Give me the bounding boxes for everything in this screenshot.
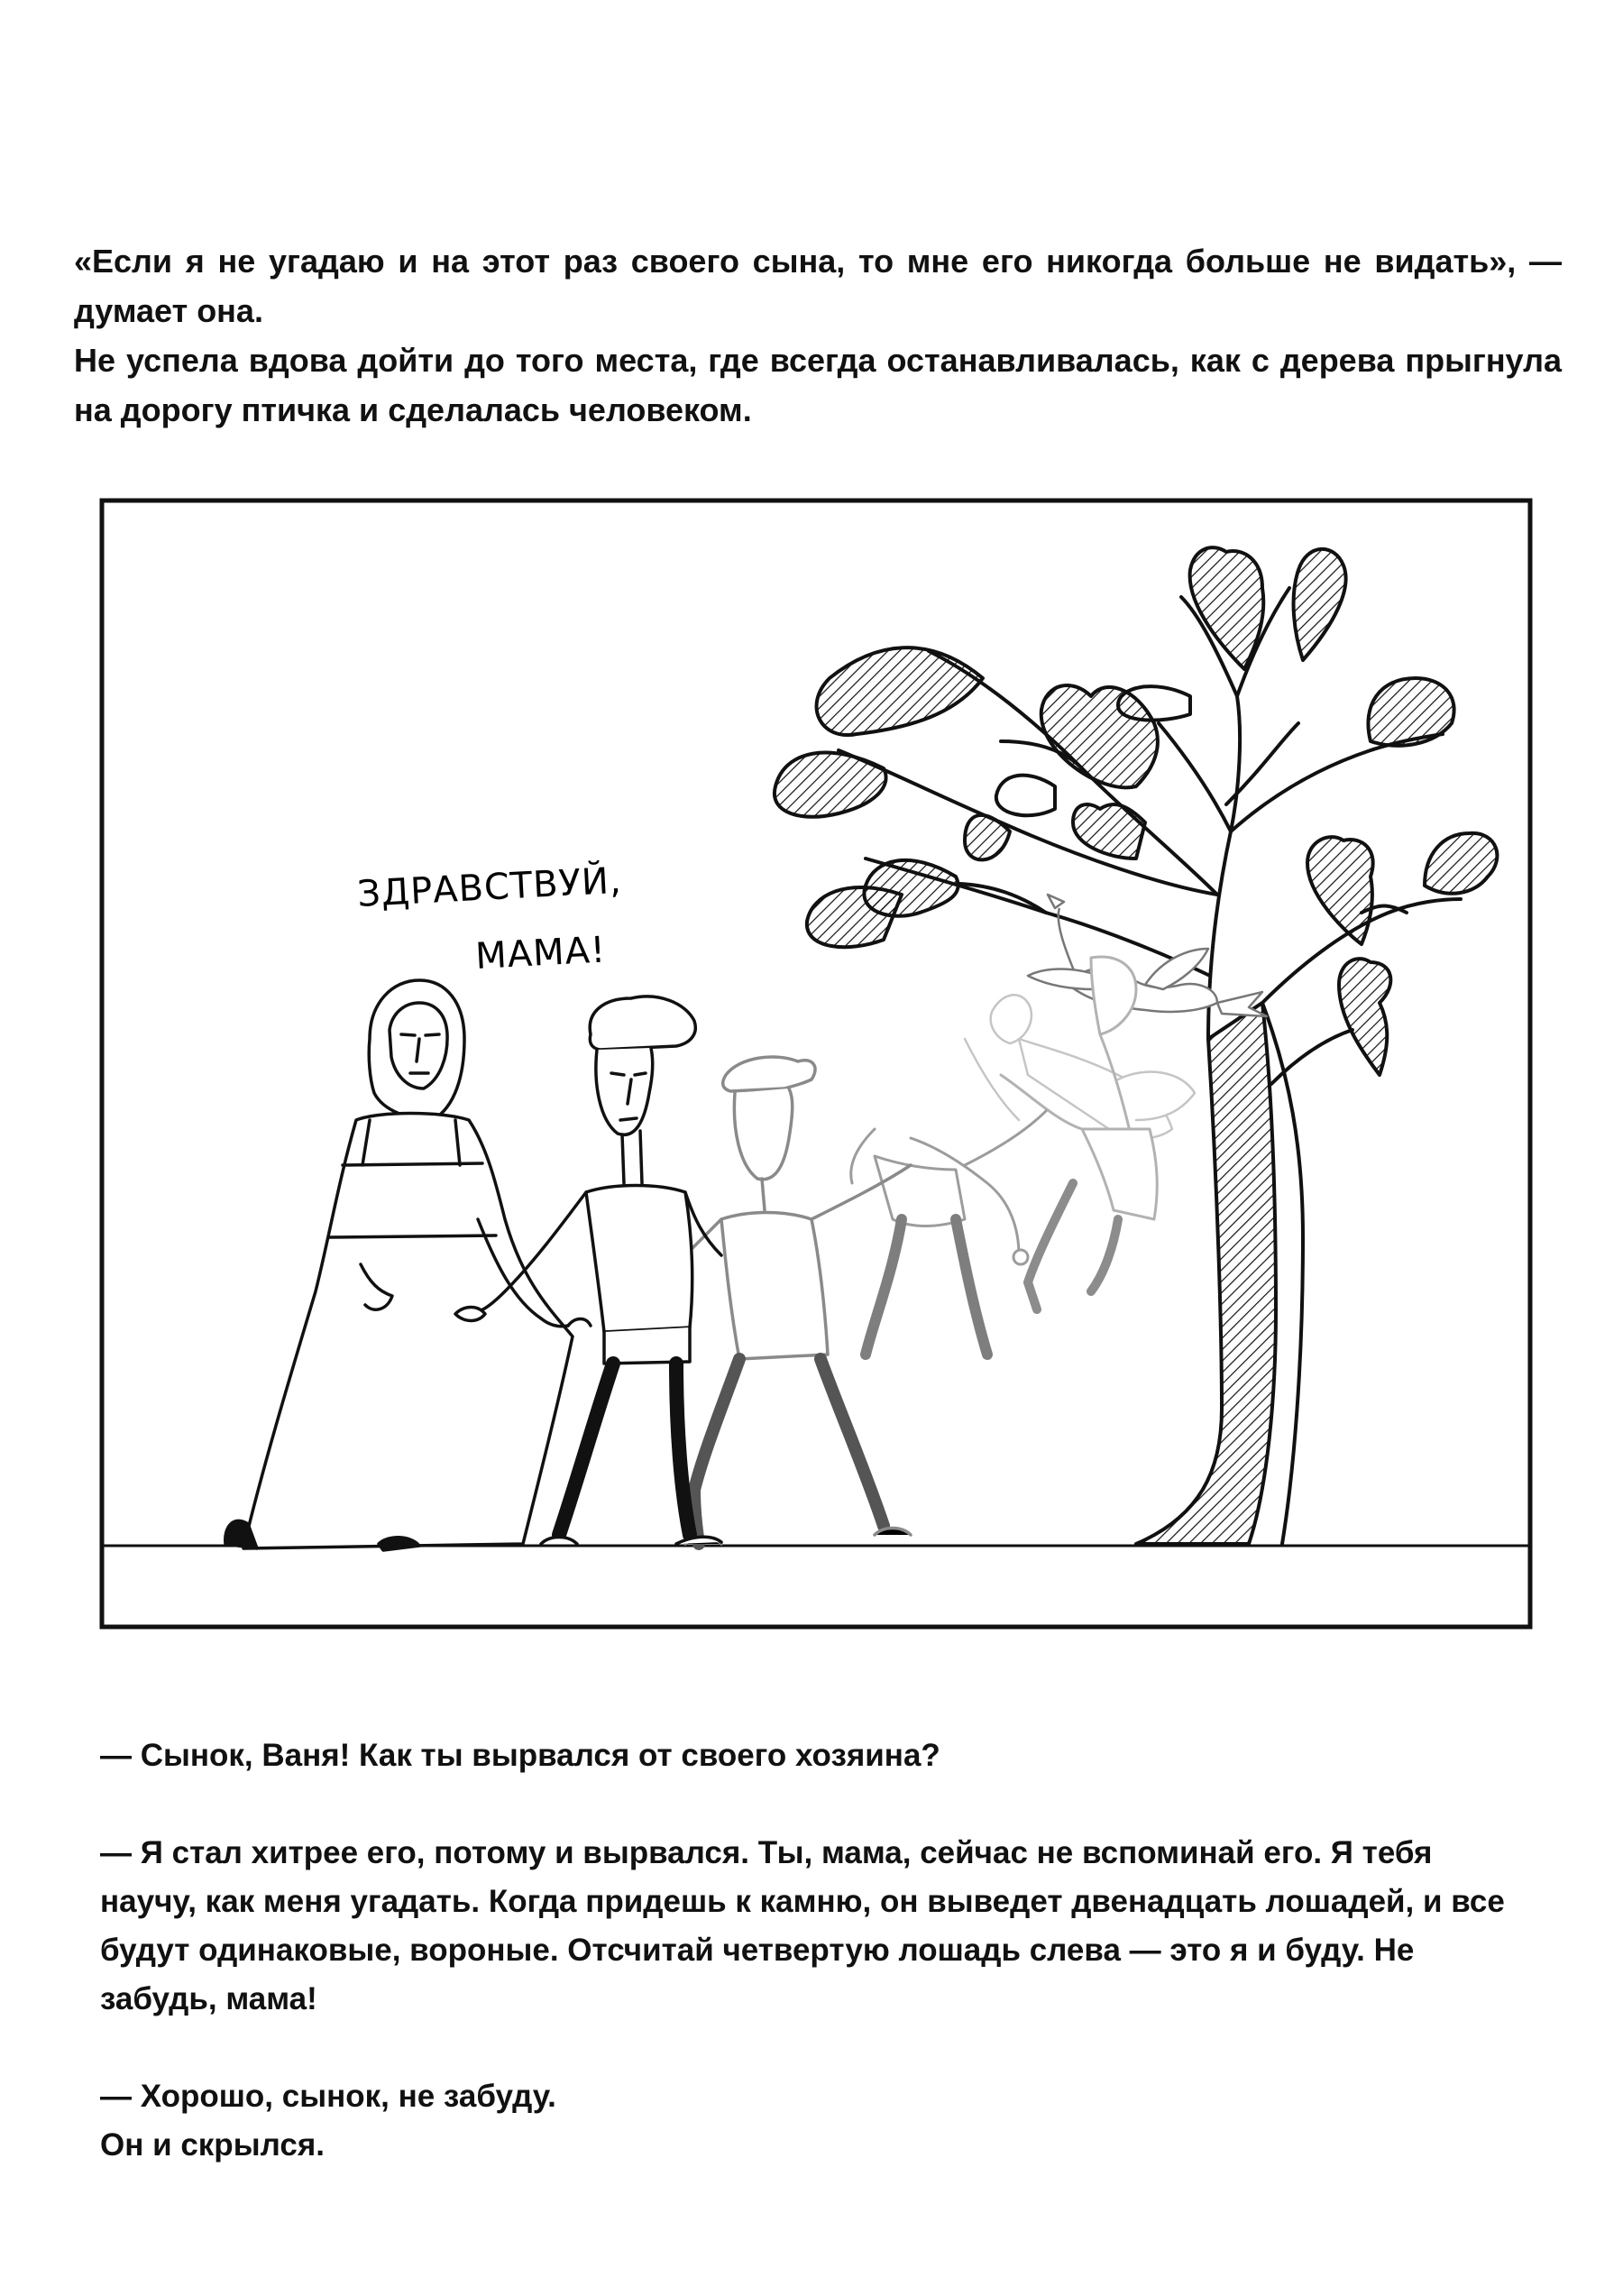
speech-line-2: МАМА! [474,929,608,978]
intro-paragraph-1: «Если я не угадаю и на этот раз своего сына, то мне его никогда больше не видать», — думает она. [74,243,1562,329]
intro-text-block [74,236,1562,435]
dialogue-line-3: — Хорошо, сынок, не забуду. [100,2079,556,2114]
intro-paragraph-2: Не успела вдова дойти до того места, где всегда останавливалась, как с дерева прыгнула на дорогу птичка и сделалась человеком. [74,342,1562,428]
comic-panel [99,498,1533,1630]
dialogue-line-2: — Я стал хитрее его, потому и вырвался. Ты, мама, сейчас не вспоминай его. Я тебя научу, как меня угадать. Когда придешь к камню, он выведет двенадцать лошадей, и все будут одинаковые, вороные. Отсчитай четвертую лошадь слева — это я и буду. Не забудь, мама! [100,1835,1505,2016]
dialogue-text-block [100,1731,1534,2170]
speech-line-1: ЗДРАВСТВУЙ, [356,859,623,915]
narration-line-4: Он и скрылся. [100,2127,325,2163]
comic-illustration [99,498,1533,1630]
dialogue-line-1: — Сынок, Ваня! Как ты вырвался от своего хозяина? [100,1738,940,1773]
